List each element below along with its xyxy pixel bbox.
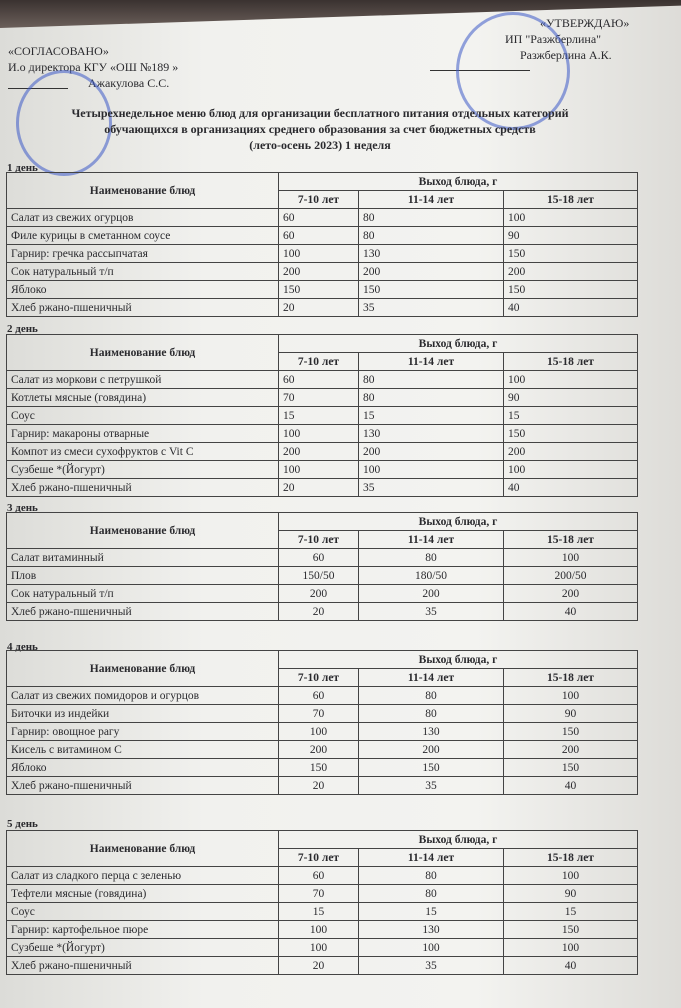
yield-cell: 15	[279, 903, 359, 921]
day-label: 2 день	[7, 323, 38, 335]
dish-name-cell: Биточки из индейки	[7, 705, 279, 723]
yield-cell: 100	[359, 939, 504, 957]
yield-cell: 100	[279, 461, 359, 479]
confirmer-org: ИП "Разжберлина"	[505, 32, 602, 46]
table-row	[7, 567, 638, 585]
table-row	[7, 425, 638, 443]
dish-name-cell: Хлеб ржано-пшеничный	[7, 777, 279, 795]
table-row	[7, 705, 638, 723]
table-row	[7, 867, 638, 885]
yield-cell: 100	[504, 461, 638, 479]
yield-cell: 200	[279, 741, 359, 759]
menu-table	[6, 172, 638, 317]
table-row	[7, 777, 638, 795]
dish-name-header: Наименование блюд	[7, 831, 279, 867]
table-row	[7, 921, 638, 939]
yield-cell: 180/50	[359, 567, 504, 585]
table-row	[7, 723, 638, 741]
age-header: 7-10 лет	[279, 669, 359, 687]
yield-header: Выход блюда, г	[279, 651, 638, 669]
yield-cell: 150	[504, 723, 638, 741]
yield-cell: 200	[504, 443, 638, 461]
dish-name-cell: Филе курицы в сметанном соусе	[7, 227, 279, 245]
dish-name-cell: Гарнир: макароны отварные	[7, 425, 279, 443]
yield-cell: 100	[359, 461, 504, 479]
table-row	[7, 245, 638, 263]
table-row	[7, 263, 638, 281]
yield-cell: 15	[359, 407, 504, 425]
yield-cell: 100	[504, 867, 638, 885]
menu-table	[6, 334, 638, 497]
menu-table	[6, 650, 638, 795]
yield-cell: 200	[504, 263, 638, 281]
title-line: обучающихся в организациях среднего образования за счет бюджетных средств	[104, 122, 536, 136]
yield-cell: 130	[359, 723, 504, 741]
yield-cell: 20	[279, 603, 359, 621]
age-header: 7-10 лет	[279, 353, 359, 371]
yield-cell: 130	[359, 245, 504, 263]
yield-cell: 100	[279, 939, 359, 957]
yield-cell: 90	[504, 705, 638, 723]
dish-name-cell: Гарнир: гречка рассыпчатая	[7, 245, 279, 263]
yield-cell: 80	[359, 227, 504, 245]
yield-cell: 80	[359, 371, 504, 389]
yield-cell: 20	[279, 299, 359, 317]
dish-name-cell: Салат из моркови с петрушкой	[7, 371, 279, 389]
dish-name-cell: Сузбеше *(Йогурт)	[7, 461, 279, 479]
age-header: 11-14 лет	[359, 191, 504, 209]
yield-header: Выход блюда, г	[279, 173, 638, 191]
yield-cell: 80	[359, 209, 504, 227]
age-header: 11-14 лет	[359, 353, 504, 371]
yield-cell: 100	[504, 687, 638, 705]
dish-name-cell: Кисель с витамином С	[7, 741, 279, 759]
dish-name-header: Наименование блюд	[7, 513, 279, 549]
dish-name-cell: Соус	[7, 407, 279, 425]
yield-cell: 200	[504, 741, 638, 759]
dish-name-cell: Компот из смеси сухофруктов с Vit C	[7, 443, 279, 461]
dish-name-cell: Хлеб ржано-пшеничный	[7, 603, 279, 621]
dish-name-cell: Сузбеше *(Йогурт)	[7, 939, 279, 957]
header-row	[7, 173, 638, 191]
table-row	[7, 741, 638, 759]
dish-name-cell: Плов	[7, 567, 279, 585]
yield-header: Выход блюда, г	[279, 335, 638, 353]
table-row	[7, 585, 638, 603]
yield-cell: 80	[359, 687, 504, 705]
yield-header: Выход блюда, г	[279, 513, 638, 531]
yield-cell: 60	[279, 371, 359, 389]
table-row	[7, 957, 638, 975]
table-row	[7, 443, 638, 461]
yield-cell: 150	[359, 281, 504, 299]
yield-cell: 15	[504, 407, 638, 425]
yield-cell: 200	[504, 585, 638, 603]
yield-cell: 35	[359, 299, 504, 317]
yield-cell: 70	[279, 885, 359, 903]
yield-cell: 90	[504, 389, 638, 407]
yield-cell: 100	[504, 371, 638, 389]
yield-cell: 80	[359, 389, 504, 407]
yield-cell: 60	[279, 227, 359, 245]
yield-cell: 15	[504, 903, 638, 921]
header-row	[7, 651, 638, 669]
yield-cell: 90	[504, 227, 638, 245]
yield-cell: 150	[504, 245, 638, 263]
yield-cell: 40	[504, 777, 638, 795]
age-header: 15-18 лет	[504, 353, 638, 371]
yield-cell: 70	[279, 389, 359, 407]
yield-cell: 20	[279, 479, 359, 497]
confirmer-name: Разжберлина А.К.	[520, 48, 612, 62]
dish-name-cell: Салат витаминный	[7, 549, 279, 567]
header-row	[7, 513, 638, 531]
yield-cell: 200	[359, 443, 504, 461]
yield-cell: 35	[359, 957, 504, 975]
dish-name-cell: Котлеты мясные (говядина)	[7, 389, 279, 407]
yield-cell: 15	[359, 903, 504, 921]
dish-name-cell: Салат из сладкого перца с зеленью	[7, 867, 279, 885]
day-label: 4 день	[7, 641, 38, 653]
header-row	[7, 831, 638, 849]
approver-name: Ажакулова С.С.	[88, 76, 170, 90]
yield-cell: 200	[279, 443, 359, 461]
dish-name-cell: Салат из свежих огурцов	[7, 209, 279, 227]
yield-cell: 150/50	[279, 567, 359, 585]
document-title	[40, 105, 600, 153]
yield-cell: 100	[279, 425, 359, 443]
yield-cell: 100	[279, 245, 359, 263]
table-row	[7, 371, 638, 389]
table-row	[7, 407, 638, 425]
table-row	[7, 227, 638, 245]
confirmed-label: «УТВЕРЖДАЮ»	[540, 16, 630, 30]
table-row	[7, 903, 638, 921]
age-header: 11-14 лет	[359, 849, 504, 867]
dish-name-cell: Сок натуральный т/п	[7, 585, 279, 603]
yield-cell: 40	[504, 957, 638, 975]
yield-cell: 35	[359, 777, 504, 795]
yield-cell: 150	[504, 425, 638, 443]
yield-cell: 100	[279, 921, 359, 939]
age-header: 11-14 лет	[359, 669, 504, 687]
dish-name-cell: Гарнир: картофельное пюре	[7, 921, 279, 939]
header-row	[7, 335, 638, 353]
yield-cell: 150	[504, 281, 638, 299]
age-header: 11-14 лет	[359, 531, 504, 549]
yield-cell: 60	[279, 209, 359, 227]
yield-cell: 70	[279, 705, 359, 723]
yield-cell: 200	[279, 263, 359, 281]
yield-cell: 20	[279, 777, 359, 795]
age-header: 15-18 лет	[504, 669, 638, 687]
title-line: (лето-осень 2023) 1 неделя	[249, 138, 391, 152]
yield-cell: 80	[359, 867, 504, 885]
yield-cell: 100	[504, 209, 638, 227]
table-row	[7, 389, 638, 407]
yield-cell: 90	[504, 885, 638, 903]
dish-name-header: Наименование блюд	[7, 651, 279, 687]
approver-position: И.о директора КГУ «ОШ №189 »	[8, 60, 179, 74]
dish-name-cell: Салат из свежих помидоров и огурцов	[7, 687, 279, 705]
table-row	[7, 885, 638, 903]
age-header: 15-18 лет	[504, 849, 638, 867]
dish-name-cell: Яблоко	[7, 759, 279, 777]
yield-cell: 80	[359, 549, 504, 567]
yield-header: Выход блюда, г	[279, 831, 638, 849]
table-row	[7, 687, 638, 705]
dish-name-cell: Соус	[7, 903, 279, 921]
yield-cell: 80	[359, 705, 504, 723]
dish-name-cell: Сок натуральный т/п	[7, 263, 279, 281]
yield-cell: 60	[279, 687, 359, 705]
age-header: 7-10 лет	[279, 531, 359, 549]
yield-cell: 200	[359, 585, 504, 603]
age-header: 7-10 лет	[279, 191, 359, 209]
table-row	[7, 209, 638, 227]
title-line: Четырехнедельное меню блюд для организации бесплатного питания отдельных категорий	[71, 106, 569, 120]
age-header: 7-10 лет	[279, 849, 359, 867]
dish-name-cell: Яблоко	[7, 281, 279, 299]
yield-cell: 35	[359, 479, 504, 497]
yield-cell: 40	[504, 603, 638, 621]
yield-cell: 150	[359, 759, 504, 777]
dish-name-cell: Хлеб ржано-пшеничный	[7, 299, 279, 317]
dish-name-header: Наименование блюд	[7, 335, 279, 371]
yield-cell: 130	[359, 425, 504, 443]
yield-cell: 130	[359, 921, 504, 939]
table-row	[7, 479, 638, 497]
dish-name-cell: Тефтели мясные (говядина)	[7, 885, 279, 903]
dish-name-header: Наименование блюд	[7, 173, 279, 209]
yield-cell: 200	[279, 585, 359, 603]
yield-cell: 150	[504, 759, 638, 777]
yield-cell: 35	[359, 603, 504, 621]
yield-cell: 200/50	[504, 567, 638, 585]
approved-label: «СОГЛАСОВАНО»	[8, 44, 109, 58]
menu-table	[6, 830, 638, 975]
yield-cell: 100	[504, 549, 638, 567]
age-header: 15-18 лет	[504, 191, 638, 209]
yield-cell: 150	[279, 759, 359, 777]
day-label: 5 день	[7, 818, 38, 830]
yield-cell: 80	[359, 885, 504, 903]
table-row	[7, 603, 638, 621]
yield-cell: 60	[279, 549, 359, 567]
table-row	[7, 939, 638, 957]
yield-cell: 20	[279, 957, 359, 975]
dish-name-cell: Хлеб ржано-пшеничный	[7, 957, 279, 975]
table-row	[7, 549, 638, 567]
yield-cell: 100	[504, 939, 638, 957]
table-row	[7, 759, 638, 777]
day-label: 3 день	[7, 502, 38, 514]
yield-cell: 200	[359, 263, 504, 281]
yield-cell: 150	[279, 281, 359, 299]
yield-cell: 150	[504, 921, 638, 939]
dish-name-cell: Гарнир: овощное рагу	[7, 723, 279, 741]
table-row	[7, 299, 638, 317]
yield-cell: 200	[359, 741, 504, 759]
dish-name-cell: Хлеб ржано-пшеничный	[7, 479, 279, 497]
yield-cell: 40	[504, 479, 638, 497]
yield-cell: 15	[279, 407, 359, 425]
menu-table	[6, 512, 638, 621]
yield-cell: 60	[279, 867, 359, 885]
table-row	[7, 461, 638, 479]
yield-cell: 40	[504, 299, 638, 317]
table-row	[7, 281, 638, 299]
day-label: 1 день	[7, 162, 38, 174]
age-header: 15-18 лет	[504, 531, 638, 549]
yield-cell: 100	[279, 723, 359, 741]
